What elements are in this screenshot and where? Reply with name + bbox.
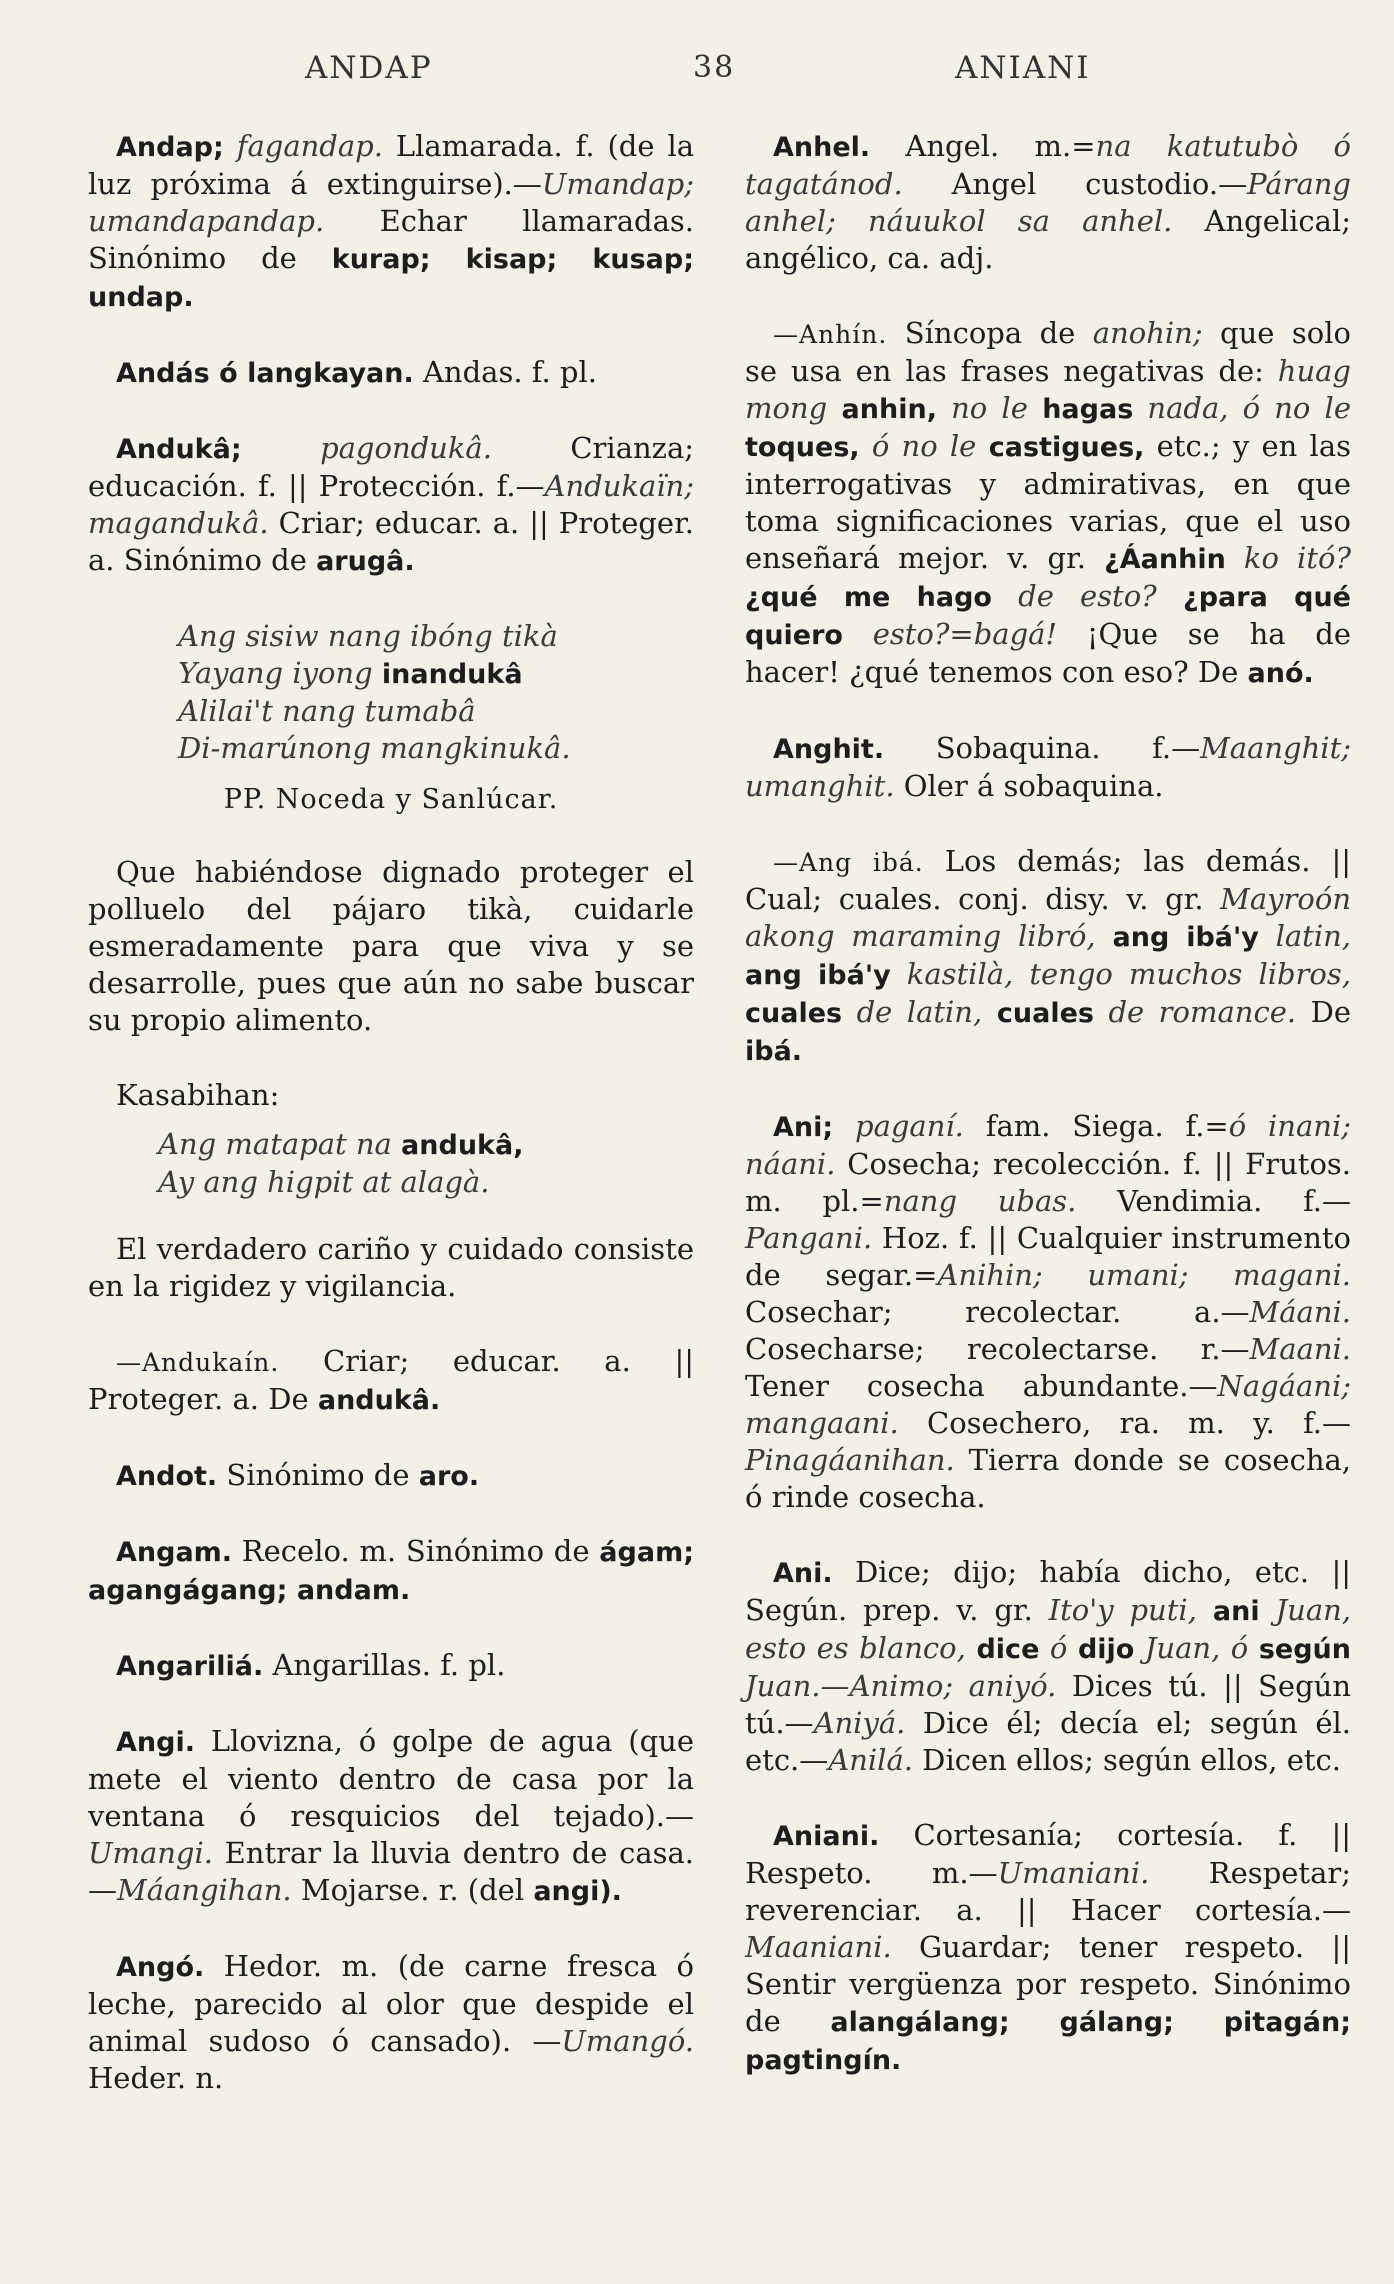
tagalog-form: de esto? bbox=[991, 579, 1157, 613]
entry-angi bbox=[88, 1723, 694, 1910]
headword: Aniani. bbox=[773, 1821, 880, 1852]
headword: Ani. bbox=[773, 1558, 833, 1589]
tagalog-form: Juan.— bbox=[745, 1669, 850, 1703]
entry-aniani bbox=[745, 1817, 1351, 2079]
tagalog-form: na katutubò ó tagatánod. bbox=[745, 129, 1351, 201]
tagalog-form: Andukaïn; magandukâ. bbox=[88, 469, 694, 540]
subentry-headword: —Andukaín. bbox=[116, 1348, 280, 1377]
definition: Cortesanía; cortesía. f. || Respeto. m.— bbox=[745, 1818, 1351, 1890]
tagalog-form: esto?=bagá! bbox=[842, 617, 1058, 651]
headword: Ani; bbox=[773, 1112, 834, 1143]
proverb-quote bbox=[88, 1126, 694, 1201]
definition: Recelo. m. Sinónimo de bbox=[232, 1534, 600, 1568]
entry-anduka bbox=[88, 430, 694, 580]
verse-line: Alilai't nang tumabâ bbox=[178, 694, 476, 728]
definition: Criar; educar. a. || Proteger. a. De bbox=[88, 1344, 694, 1416]
tagalog-form: no le bbox=[936, 391, 1028, 425]
verse-line bbox=[158, 1126, 694, 1164]
definition: Dices tú. || Según tú.— bbox=[745, 1669, 1351, 1740]
tagalog-form: nang ubas. bbox=[883, 1184, 1077, 1218]
definition: Dice; dijo; había dicho, etc. || Según. prep. v. gr. bbox=[745, 1555, 1351, 1627]
definition: De bbox=[1296, 995, 1351, 1029]
headword: Andot. bbox=[116, 1461, 218, 1492]
page-number: 38 bbox=[693, 50, 736, 85]
tagalog-form: Umangó. bbox=[561, 2024, 694, 2058]
definition: Crianza; educación. f. || Protección. f.— bbox=[88, 431, 694, 503]
definition: Cosecharse; recolectarse. r.— bbox=[745, 1332, 1250, 1366]
definition: Vendimia. f.— bbox=[1076, 1184, 1352, 1218]
tagalog-form: Máangihan. bbox=[117, 1873, 292, 1907]
tagalog-form: ó inani; náani. bbox=[745, 1109, 1351, 1181]
synonym: alangálang; gálang; pitagán; pagtingín. bbox=[745, 2007, 1351, 2076]
tagalog-form: anohin; bbox=[1092, 316, 1203, 350]
tagalog-form: latin, bbox=[1258, 919, 1351, 953]
definition: Angarillas. f. pl. bbox=[263, 1648, 506, 1682]
definition: Oler á sobaquina. bbox=[894, 769, 1164, 803]
definition: Tener cosecha abundante.— bbox=[745, 1369, 1218, 1403]
verse-line: Ay ang higpit at alagà. bbox=[158, 1165, 490, 1199]
tagalog-form: Maani. bbox=[1249, 1332, 1351, 1366]
tagalog-form: huag mong bbox=[745, 354, 1351, 425]
example-keyword: toques, bbox=[745, 432, 860, 463]
tagalog-form: Nagáani; mangaani. bbox=[745, 1369, 1351, 1440]
example-keyword: ¿Áanhin bbox=[1104, 544, 1226, 575]
tagalog-form: Aniyá. bbox=[813, 1706, 906, 1740]
tagalog-form: Anilá. bbox=[828, 1743, 913, 1777]
example-keyword: ani bbox=[1196, 1596, 1260, 1627]
headword: Angariliá. bbox=[116, 1651, 264, 1682]
definition: Cosechero, ra. m. y. f.— bbox=[898, 1406, 1351, 1440]
tagalog-form: pagondukâ. bbox=[320, 431, 492, 465]
definition: Sinónimo de bbox=[217, 1458, 419, 1492]
tagalog-form: Animo; aniyó. bbox=[849, 1669, 1057, 1703]
example-keyword: dijo bbox=[1067, 1634, 1135, 1665]
verse-keyword: andukâ, bbox=[401, 1130, 524, 1161]
example-keyword: cuales bbox=[982, 998, 1094, 1029]
definition: Angel custodio.— bbox=[902, 167, 1248, 201]
headword: Anghit. bbox=[773, 734, 885, 765]
entry-andas bbox=[88, 354, 694, 392]
entry-anhin bbox=[745, 315, 1351, 692]
definition: Guardar; tener respeto. || Sentir vergüenza por respeto. Sinónimo de bbox=[745, 1930, 1351, 2038]
tagalog-form: fagandap. bbox=[236, 129, 383, 163]
definition: Hoz. f. || Cualquier instrumento de segar.= bbox=[745, 1221, 1351, 1292]
proverb-translation: El verdadero cariño y cuidado consiste en la rigidez y vigilancia. bbox=[88, 1232, 694, 1303]
verse-translation: Que habiéndose dignado proteger el polluelo del pájaro tikà, cuidarle esmeradamente para que viva y se desarrolle, pues que aún no sabe buscar su propio alimento. bbox=[88, 855, 694, 1037]
tagalog-form: Umandap; umandapandap. bbox=[88, 167, 694, 238]
tagalog-form: Umangi. bbox=[88, 1836, 213, 1870]
definition: Angel. m.= bbox=[870, 129, 1096, 163]
definition: Sobaquina. f.— bbox=[884, 731, 1201, 765]
definition: Hedor. m. (de carne fresca ó leche, parecido al olor que despide el animal sudoso ó cansado). — bbox=[88, 1949, 694, 2058]
definition: Los demás; las demás. || Cual; cuales. conj. disy. v. gr. bbox=[745, 844, 1351, 916]
entry-andukain bbox=[88, 1343, 694, 1419]
entry-anghit bbox=[745, 730, 1351, 805]
kasabihan-label: Kasabihan: bbox=[116, 1078, 280, 1112]
definition: Cosechar; recolectar. a.— bbox=[745, 1295, 1250, 1329]
synonym: kurap; kisap; kusap; undap. bbox=[88, 244, 694, 313]
definition: Entrar la lluvia dentro de casa.— bbox=[88, 1836, 694, 1907]
entry-ani-1 bbox=[745, 1108, 1351, 1516]
definition: Cosecha; recolección. f. || Frutos. m. pl.= bbox=[745, 1147, 1351, 1218]
verse-source: PP. Noceda y Sanlúcar. bbox=[223, 784, 559, 815]
tagalog-form: de romance. bbox=[1093, 995, 1297, 1029]
left-column bbox=[88, 128, 694, 2135]
example-keyword: ¿qué me hago bbox=[745, 582, 992, 613]
verse-text: Yayang iyong bbox=[178, 656, 382, 690]
example-keyword: ang ibá'y bbox=[745, 960, 891, 991]
example-keyword: cuales bbox=[745, 998, 843, 1029]
example-keyword: dice bbox=[965, 1634, 1040, 1665]
definition: que solo se usa en las frases negativas de: bbox=[745, 316, 1351, 388]
tagalog-form: Pinagáanihan. bbox=[745, 1443, 955, 1477]
cross-reference: ibá. bbox=[745, 1036, 803, 1067]
example-keyword: según bbox=[1248, 1634, 1351, 1665]
entry-anhel bbox=[745, 128, 1351, 277]
tagalog-form: Umaniani. bbox=[997, 1856, 1150, 1890]
headword: Anhel. bbox=[773, 132, 871, 163]
definition: Dice él; decía el; según él. etc.— bbox=[745, 1706, 1351, 1777]
definition: Heder. n. bbox=[88, 2061, 224, 2095]
example-keyword: hagas bbox=[1027, 394, 1134, 425]
verse-text: Ang matapat na bbox=[158, 1127, 402, 1161]
cross-reference: andukâ. bbox=[317, 1385, 441, 1416]
right-column bbox=[745, 128, 1351, 2117]
headword: Andap; bbox=[116, 132, 224, 163]
tagalog-form: Juan, esto es blanco, bbox=[745, 1593, 1352, 1665]
definition: fam. Siega. f.= bbox=[963, 1109, 1229, 1143]
definition: Angelical; angélico, ca. adj. bbox=[745, 204, 1351, 275]
definition: Síncopa de bbox=[887, 316, 1093, 350]
tagalog-form: kastilà, tengo muchos libros, bbox=[890, 957, 1351, 991]
subentry-headword: —Anhín. bbox=[773, 320, 888, 349]
tagalog-form: ó no le bbox=[859, 429, 977, 463]
definition: Mojarse. r. (del bbox=[291, 1873, 534, 1907]
tagalog-form: ko itó? bbox=[1225, 541, 1351, 575]
entry-angam bbox=[88, 1533, 694, 1609]
example-keyword: ang ibá'y bbox=[1095, 922, 1259, 953]
synonym: arugâ. bbox=[316, 546, 415, 577]
definition: etc.; y en las interrogativas y admirativas, en que toma significaciones varias, que el uso enseñará mejor. v. gr. bbox=[745, 429, 1351, 575]
definition: Llamarada. f. (de la luz próxima á extinguirse).— bbox=[88, 129, 695, 201]
tagalog-form: ó bbox=[1039, 1631, 1068, 1665]
tagalog-form: Anihin; umani; magani. bbox=[937, 1258, 1351, 1292]
example-keyword: anhin, bbox=[827, 394, 937, 425]
entry-andot bbox=[88, 1457, 694, 1495]
example-keyword: ¿para qué quiero bbox=[745, 582, 1351, 651]
tagalog-form: Párang anhel; náuukol sa anhel. bbox=[745, 167, 1351, 238]
definition: Echar llamaradas. Sinónimo de bbox=[88, 204, 694, 275]
definition: ¡Que se ha de hacer! ¿qué tenemos con eso? De bbox=[745, 617, 1351, 689]
example-keyword: castigues, bbox=[976, 432, 1145, 463]
cross-reference: anó. bbox=[1247, 658, 1314, 689]
verse-line: Ang sisiw nang ibóng tikà bbox=[178, 619, 558, 653]
verse-line: Di-marúnong mangkinukâ. bbox=[178, 731, 571, 765]
tagalog-form: Maanghit; umanghit. bbox=[745, 731, 1351, 803]
entry-ani-2 bbox=[745, 1554, 1351, 1779]
headword: Angi. bbox=[116, 1727, 195, 1758]
tagalog-form: Mayroón akong maraming libró, bbox=[745, 882, 1351, 953]
tagalog-form: Ito'y puti, bbox=[1048, 1593, 1197, 1627]
synonym: ágam; agangágang; andam. bbox=[88, 1537, 694, 1606]
subentry-headword: —Ang ibá. bbox=[773, 848, 924, 877]
entry-andap bbox=[88, 128, 694, 316]
tagalog-form: Juan, ó bbox=[1134, 1631, 1249, 1665]
verse-quote bbox=[88, 618, 694, 767]
entry-ango bbox=[88, 1948, 694, 2097]
definition: Criar; educar. a. || Proteger. a. Sinónimo de bbox=[88, 506, 694, 577]
running-head-right: ANIANI bbox=[955, 50, 1091, 86]
tagalog-form: Maaniani. bbox=[745, 1930, 892, 1964]
definition: Andas. f. pl. bbox=[413, 355, 597, 389]
headword: Andukâ; bbox=[116, 434, 242, 465]
definition: Llovizna, ó golpe de agua (que mete el viento dentro de casa por la ventana ó resquicios del tejado).— bbox=[88, 1724, 694, 1833]
headword: Angó. bbox=[116, 1952, 205, 1983]
tagalog-form: paganí. bbox=[855, 1109, 964, 1143]
entry-ang-iba bbox=[745, 843, 1351, 1070]
definition: Dicen ellos; según ellos, etc. bbox=[912, 1743, 1342, 1777]
entry-angarilia bbox=[88, 1647, 694, 1685]
headword: Angam. bbox=[116, 1537, 233, 1568]
verse-keyword: inandukâ bbox=[381, 659, 523, 690]
synonym: aro. bbox=[418, 1461, 480, 1492]
verse-line bbox=[178, 655, 694, 693]
running-head-left: ANDAP bbox=[305, 50, 433, 86]
tagalog-form: Pangani. bbox=[745, 1221, 873, 1255]
tagalog-form: de latin, bbox=[842, 995, 983, 1029]
definition: Respetar; reverenciar. a. || Hacer cortesía.— bbox=[745, 1856, 1351, 1927]
definition: Tierra donde se cosecha, ó rinde cosecha. bbox=[745, 1443, 1351, 1514]
tagalog-form: nada, ó no le bbox=[1133, 391, 1351, 425]
headword: Andás ó langkayan. bbox=[116, 358, 414, 389]
tagalog-form: Máani. bbox=[1249, 1295, 1351, 1329]
cross-reference: angi). bbox=[533, 1876, 622, 1907]
